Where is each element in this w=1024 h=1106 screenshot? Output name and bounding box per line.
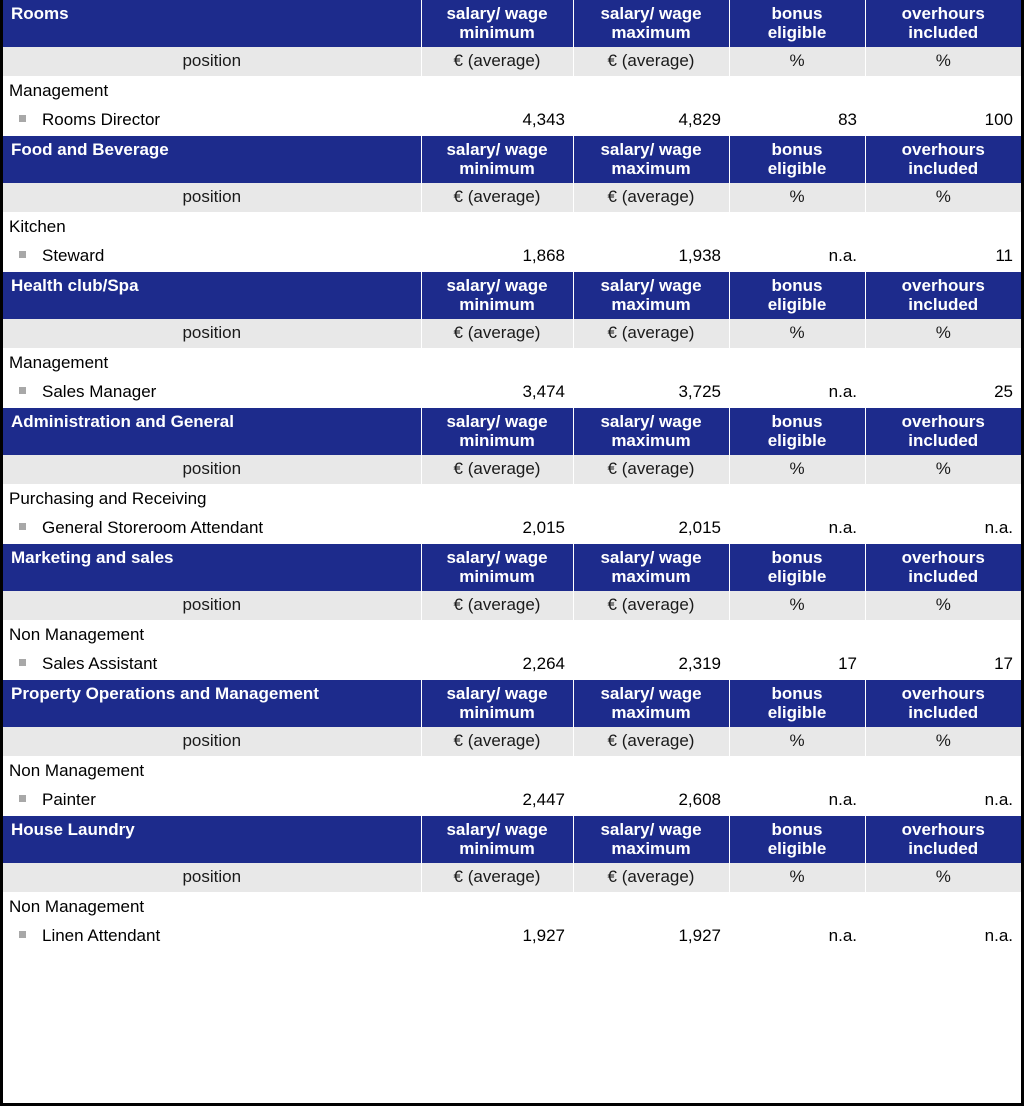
column-header-line-1: salary/ wage: [600, 276, 702, 296]
row-salary-maximum: 2,319: [573, 650, 729, 680]
section-title: Marketing and sales: [3, 544, 421, 591]
row-overhours-included: 17: [865, 650, 1021, 680]
bullet-icon: [19, 659, 26, 666]
row-salary-minimum: 3,474: [421, 378, 573, 408]
unit-salary-minimum: € (average): [421, 455, 573, 484]
table-row: [3, 786, 1021, 816]
column-header-bonus-eligible: [729, 408, 865, 455]
column-header-line-2: eligible: [767, 567, 827, 587]
unit-salary-maximum: € (average): [573, 863, 729, 892]
column-header-line-1: salary/ wage: [446, 548, 548, 568]
position-label: position: [3, 319, 421, 348]
column-header-line-1: salary/ wage: [446, 4, 548, 23]
position-label: position: [3, 183, 421, 212]
unit-salary-minimum: € (average): [421, 591, 573, 620]
column-header-line-1: salary/ wage: [600, 548, 702, 568]
column-header-line-1: overhours: [901, 412, 985, 432]
row-salary-minimum: 1,927: [421, 922, 573, 952]
column-header-line-2: included: [908, 295, 979, 315]
column-header-line-1: bonus: [771, 140, 823, 160]
position-label: position: [3, 727, 421, 756]
unit-row: [3, 319, 1021, 348]
row-bonus-eligible: n.a.: [729, 242, 865, 272]
column-header-salary-minimum: [421, 0, 573, 47]
column-header-line-2: included: [908, 431, 979, 451]
unit-bonus-eligible: %: [729, 591, 865, 620]
column-header-line-1: bonus: [771, 276, 823, 296]
unit-row: [3, 47, 1021, 76]
column-header-line-1: bonus: [771, 820, 823, 840]
section-header: [3, 408, 1021, 455]
unit-row: [3, 863, 1021, 892]
column-header-line-2: minimum: [459, 567, 535, 587]
group-row: [3, 756, 1021, 786]
unit-overhours-included: %: [865, 863, 1021, 892]
column-header-line-2: included: [908, 567, 979, 587]
unit-overhours-included: %: [865, 183, 1021, 212]
column-header-line-2: minimum: [459, 431, 535, 451]
column-header-overhours-included: [865, 816, 1021, 863]
row-salary-maximum: 4,829: [573, 106, 729, 136]
unit-salary-maximum: € (average): [573, 591, 729, 620]
column-header-line-2: included: [908, 839, 979, 859]
column-header-line-1: salary/ wage: [600, 140, 702, 160]
column-header-overhours-included: [865, 272, 1021, 319]
column-header-line-2: included: [908, 159, 979, 179]
column-header-line-2: maximum: [611, 567, 691, 587]
row-bonus-eligible: n.a.: [729, 922, 865, 952]
column-header-line-2: minimum: [459, 839, 535, 859]
column-header-salary-minimum: [421, 544, 573, 591]
row-salary-minimum: 1,868: [421, 242, 573, 272]
row-salary-maximum: 1,927: [573, 922, 729, 952]
column-header-line-2: maximum: [611, 431, 691, 451]
column-header-overhours-included: [865, 136, 1021, 183]
column-header-line-1: salary/ wage: [446, 140, 548, 160]
row-position-label: Painter: [42, 790, 96, 810]
unit-overhours-included: %: [865, 727, 1021, 756]
column-header-line-1: salary/ wage: [446, 684, 548, 704]
group-row: [3, 76, 1021, 106]
column-header-salary-minimum: [421, 816, 573, 863]
column-header-bonus-eligible: [729, 272, 865, 319]
row-overhours-included: 100: [865, 106, 1021, 136]
column-header-line-1: overhours: [901, 276, 985, 296]
column-header-salary-maximum: [573, 544, 729, 591]
column-header-line-2: eligible: [767, 431, 827, 451]
row-position-label: Steward: [42, 246, 105, 266]
column-header-line-1: bonus: [771, 548, 823, 568]
unit-row: [3, 727, 1021, 756]
unit-salary-maximum: € (average): [573, 183, 729, 212]
section-title: House Laundry: [3, 816, 421, 863]
column-header-line-2: eligible: [767, 703, 827, 723]
row-position-label: Sales Assistant: [42, 654, 158, 674]
group-label: Management: [3, 348, 1021, 378]
row-position: [3, 242, 421, 272]
section-header: [3, 272, 1021, 319]
column-header-line-2: minimum: [459, 703, 535, 723]
column-header-line-2: minimum: [459, 295, 535, 315]
column-header-bonus-eligible: [729, 680, 865, 727]
bullet-icon: [19, 795, 26, 802]
unit-row: [3, 455, 1021, 484]
group-label: Kitchen: [3, 212, 1021, 242]
row-overhours-included: 25: [865, 378, 1021, 408]
column-header-overhours-included: [865, 408, 1021, 455]
unit-bonus-eligible: %: [729, 183, 865, 212]
column-header-line-1: salary/ wage: [600, 4, 702, 23]
column-header-line-2: maximum: [611, 23, 691, 43]
column-header-bonus-eligible: [729, 136, 865, 183]
unit-bonus-eligible: %: [729, 47, 865, 76]
bullet-icon: [19, 115, 26, 122]
column-header-line-2: maximum: [611, 839, 691, 859]
position-label: position: [3, 863, 421, 892]
row-bonus-eligible: 83: [729, 106, 865, 136]
unit-salary-maximum: € (average): [573, 727, 729, 756]
column-header-salary-maximum: [573, 680, 729, 727]
column-header-line-2: minimum: [459, 159, 535, 179]
column-header-salary-minimum: [421, 408, 573, 455]
row-bonus-eligible: n.a.: [729, 514, 865, 544]
row-salary-minimum: 2,015: [421, 514, 573, 544]
row-position-label: General Storeroom Attendant: [42, 518, 264, 538]
group-label: Non Management: [3, 892, 1021, 922]
table-row: [3, 242, 1021, 272]
unit-salary-maximum: € (average): [573, 47, 729, 76]
column-header-overhours-included: [865, 0, 1021, 47]
unit-salary-maximum: € (average): [573, 455, 729, 484]
column-header-line-2: minimum: [459, 23, 535, 43]
bullet-icon: [19, 251, 26, 258]
column-header-line-2: eligible: [767, 839, 827, 859]
column-header-salary-minimum: [421, 136, 573, 183]
column-header-line-1: overhours: [901, 548, 985, 568]
unit-overhours-included: %: [865, 319, 1021, 348]
row-overhours-included: n.a.: [865, 922, 1021, 952]
row-position: [3, 650, 421, 680]
group-label: Non Management: [3, 756, 1021, 786]
column-header-line-1: overhours: [901, 140, 985, 160]
column-header-line-2: included: [908, 23, 979, 43]
column-header-overhours-included: [865, 544, 1021, 591]
row-position: [3, 378, 421, 408]
row-position: [3, 514, 421, 544]
group-row: [3, 620, 1021, 650]
bullet-icon: [19, 387, 26, 394]
unit-bonus-eligible: %: [729, 863, 865, 892]
unit-row: [3, 183, 1021, 212]
column-header-salary-maximum: [573, 136, 729, 183]
section-title: Administration and General: [3, 408, 421, 455]
column-header-line-1: bonus: [771, 684, 823, 704]
table-row: [3, 106, 1021, 136]
section-header: [3, 680, 1021, 727]
table-body: [3, 0, 1021, 952]
column-header-line-2: eligible: [767, 159, 827, 179]
column-header-line-2: maximum: [611, 295, 691, 315]
column-header-line-2: maximum: [611, 159, 691, 179]
column-header-line-2: included: [908, 703, 979, 723]
column-header-line-1: salary/ wage: [446, 412, 548, 432]
unit-salary-minimum: € (average): [421, 863, 573, 892]
unit-salary-minimum: € (average): [421, 727, 573, 756]
unit-salary-minimum: € (average): [421, 183, 573, 212]
bullet-icon: [19, 523, 26, 530]
row-salary-maximum: 3,725: [573, 378, 729, 408]
position-label: position: [3, 591, 421, 620]
column-header-line-1: salary/ wage: [600, 684, 702, 704]
column-header-line-1: salary/ wage: [446, 820, 548, 840]
section-title: Rooms: [3, 0, 421, 47]
column-header-bonus-eligible: [729, 816, 865, 863]
row-position: [3, 786, 421, 816]
row-salary-minimum: 2,264: [421, 650, 573, 680]
row-bonus-eligible: n.a.: [729, 786, 865, 816]
unit-overhours-included: %: [865, 455, 1021, 484]
row-position-label: Rooms Director: [42, 110, 161, 130]
group-label: Management: [3, 76, 1021, 106]
row-bonus-eligible: 17: [729, 650, 865, 680]
group-row: [3, 212, 1021, 242]
section-title: Property Operations and Management: [3, 680, 421, 727]
column-header-line-1: overhours: [901, 820, 985, 840]
unit-salary-minimum: € (average): [421, 319, 573, 348]
row-bonus-eligible: n.a.: [729, 378, 865, 408]
row-salary-minimum: 4,343: [421, 106, 573, 136]
column-header-salary-maximum: [573, 0, 729, 47]
row-position: [3, 922, 421, 952]
row-position-label: Sales Manager: [42, 382, 157, 402]
position-label: position: [3, 47, 421, 76]
group-label: Purchasing and Receiving: [3, 484, 1021, 514]
column-header-line-1: bonus: [771, 4, 823, 23]
column-header-salary-maximum: [573, 408, 729, 455]
column-header-salary-minimum: [421, 272, 573, 319]
bullet-icon: [19, 931, 26, 938]
row-salary-maximum: 2,608: [573, 786, 729, 816]
row-position-label: Linen Attendant: [42, 926, 161, 946]
column-header-overhours-included: [865, 680, 1021, 727]
row-overhours-included: 11: [865, 242, 1021, 272]
unit-overhours-included: %: [865, 47, 1021, 76]
column-header-line-1: bonus: [771, 412, 823, 432]
column-header-line-2: eligible: [767, 23, 827, 43]
column-header-salary-maximum: [573, 272, 729, 319]
table-row: [3, 514, 1021, 544]
group-row: [3, 484, 1021, 514]
row-salary-minimum: 2,447: [421, 786, 573, 816]
position-label: position: [3, 455, 421, 484]
unit-bonus-eligible: %: [729, 455, 865, 484]
column-header-line-1: overhours: [901, 4, 985, 23]
column-header-line-1: overhours: [901, 684, 985, 704]
section-title: Health club/Spa: [3, 272, 421, 319]
unit-row: [3, 591, 1021, 620]
column-header-line-1: salary/ wage: [446, 276, 548, 296]
column-header-line-2: maximum: [611, 703, 691, 723]
row-overhours-included: n.a.: [865, 786, 1021, 816]
column-header-bonus-eligible: [729, 544, 865, 591]
row-overhours-included: n.a.: [865, 514, 1021, 544]
table-row: [3, 922, 1021, 952]
unit-salary-maximum: € (average): [573, 319, 729, 348]
column-header-bonus-eligible: [729, 0, 865, 47]
section-header: [3, 0, 1021, 47]
group-label: Non Management: [3, 620, 1021, 650]
table-row: [3, 378, 1021, 408]
unit-bonus-eligible: %: [729, 727, 865, 756]
section-header: [3, 136, 1021, 183]
group-row: [3, 348, 1021, 378]
unit-bonus-eligible: %: [729, 319, 865, 348]
table-row: [3, 650, 1021, 680]
section-header: [3, 544, 1021, 591]
column-header-salary-minimum: [421, 680, 573, 727]
unit-overhours-included: %: [865, 591, 1021, 620]
row-position: [3, 106, 421, 136]
section-header: [3, 816, 1021, 863]
row-salary-maximum: 1,938: [573, 242, 729, 272]
column-header-line-1: salary/ wage: [600, 820, 702, 840]
row-salary-maximum: 2,015: [573, 514, 729, 544]
column-header-salary-maximum: [573, 816, 729, 863]
column-header-line-1: salary/ wage: [600, 412, 702, 432]
group-row: [3, 892, 1021, 922]
section-title: Food and Beverage: [3, 136, 421, 183]
column-header-line-2: eligible: [767, 295, 827, 315]
unit-salary-minimum: € (average): [421, 47, 573, 76]
salary-table: [3, 0, 1021, 952]
